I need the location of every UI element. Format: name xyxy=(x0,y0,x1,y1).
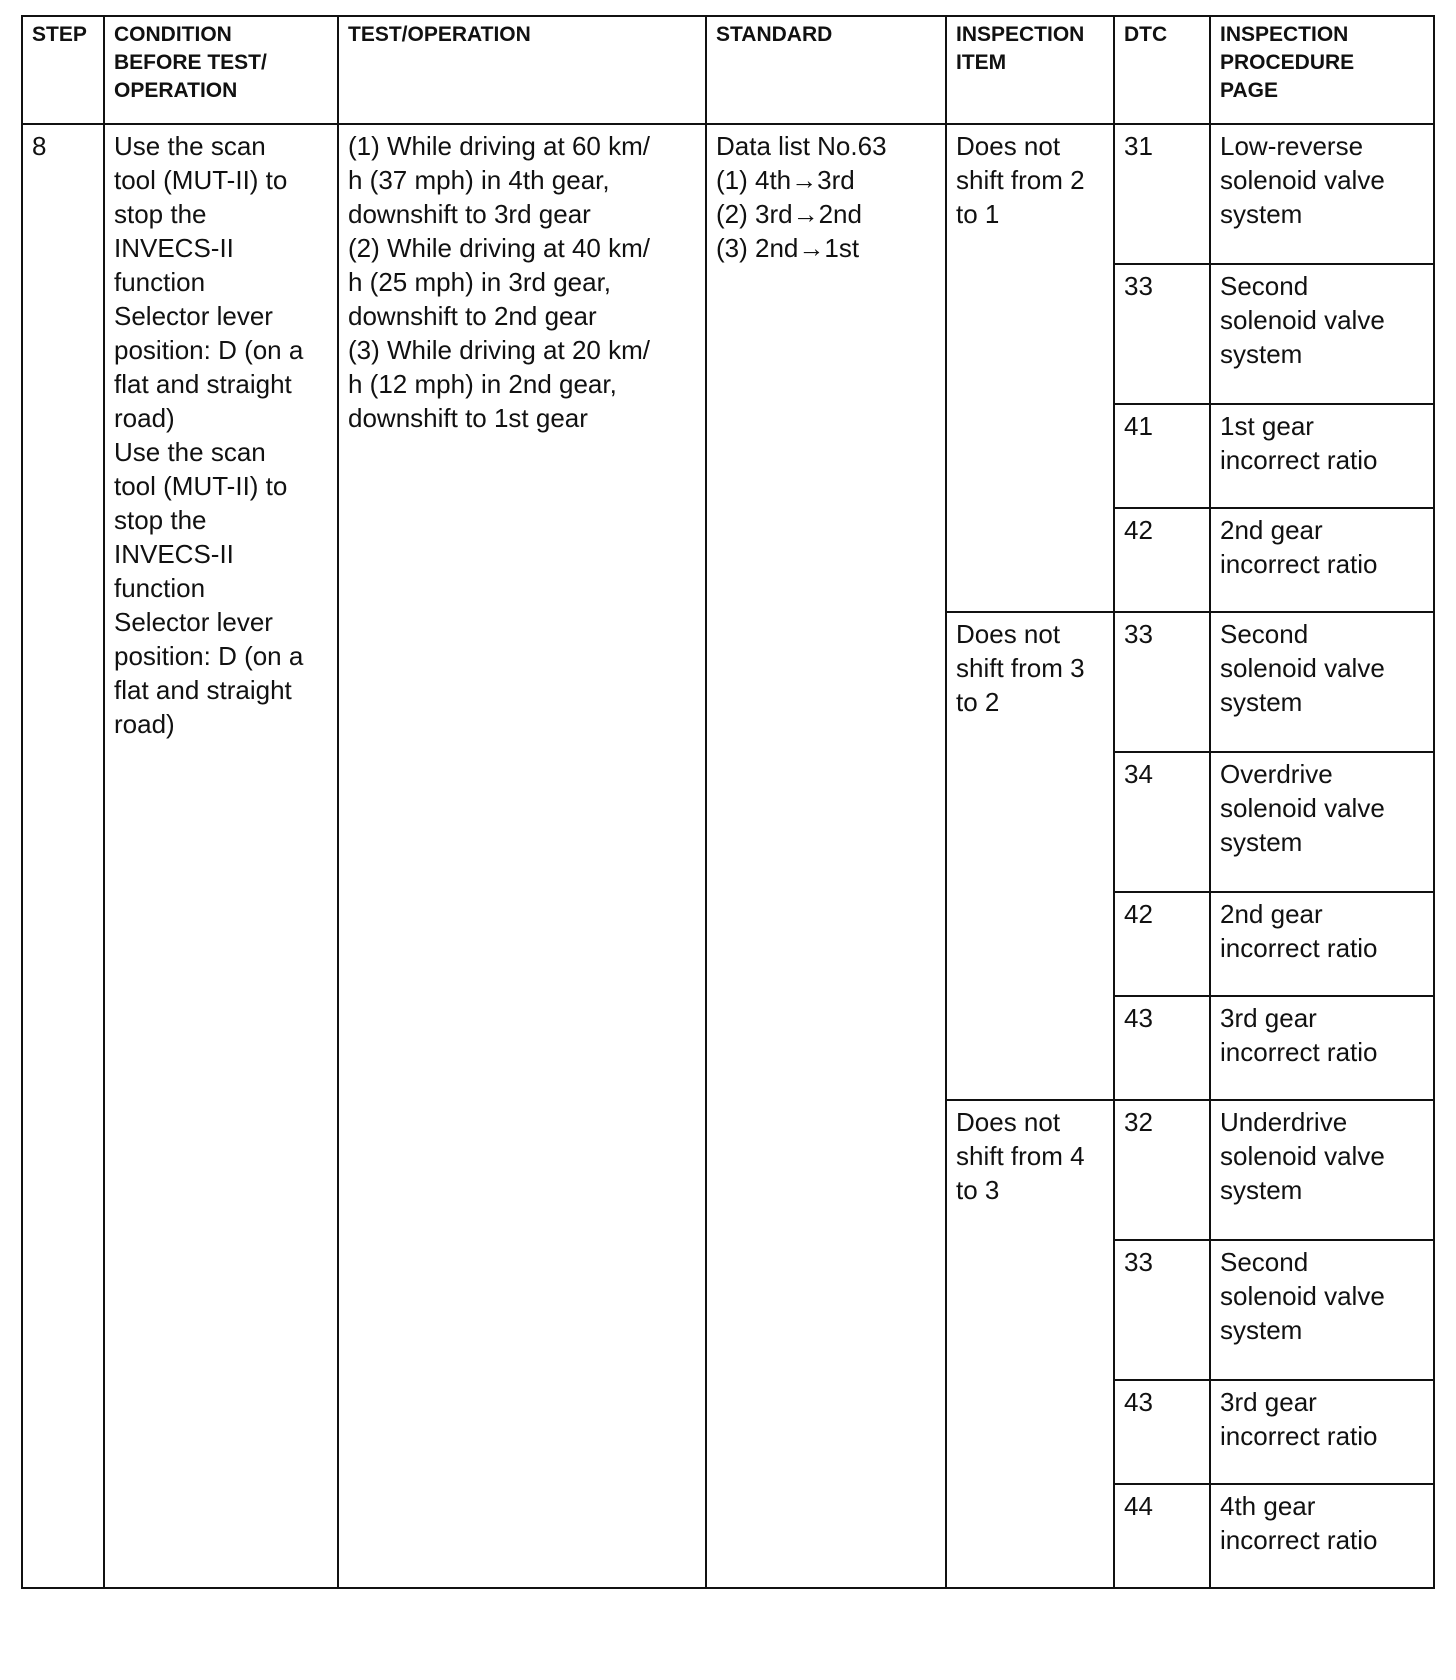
procedure-cell: Second solenoid valve system xyxy=(1210,264,1434,404)
test-operation-cell: (1) While driving at 60 km/ h (37 mph) in 4th gear, downshift to 3rd gear (2) While driving at 40 km/ h (25 mph) in 3rd gear, downshift to 2nd gear (3) While driving at 20 km/ h (12 mph) in 2nd gear, downshift to 1st gear xyxy=(338,124,706,1588)
header-inspection-item: INSPECTION ITEM xyxy=(946,16,1114,124)
standard-cell: Data list No.63 (1) 4th→3rd (2) 3rd→2nd (3) 2nd→1st xyxy=(706,124,946,1588)
procedure-cell: 3rd gear incorrect ratio xyxy=(1210,1380,1434,1484)
procedure-cell: Low-reverse solenoid valve system xyxy=(1210,124,1434,264)
dtc-cell: 44 xyxy=(1114,1484,1210,1588)
dtc-cell: 43 xyxy=(1114,996,1210,1100)
header-dtc: DTC xyxy=(1114,16,1210,124)
dtc-cell: 33 xyxy=(1114,264,1210,404)
procedure-cell: 4th gear incorrect ratio xyxy=(1210,1484,1434,1588)
procedure-cell: 1st gear incorrect ratio xyxy=(1210,404,1434,508)
header-test-operation: TEST/OPERATION xyxy=(338,16,706,124)
dtc-cell: 42 xyxy=(1114,508,1210,612)
dtc-cell: 32 xyxy=(1114,1100,1210,1240)
procedure-cell: Second solenoid valve system xyxy=(1210,612,1434,752)
procedure-cell: Underdrive solenoid valve system xyxy=(1210,1100,1434,1240)
procedure-cell: 3rd gear incorrect ratio xyxy=(1210,996,1434,1100)
dtc-cell: 31 xyxy=(1114,124,1210,264)
dtc-cell: 42 xyxy=(1114,892,1210,996)
inspection-item-cell: Does not shift from 2 to 1 xyxy=(946,124,1114,612)
dtc-cell: 43 xyxy=(1114,1380,1210,1484)
header-standard: STANDARD xyxy=(706,16,946,124)
header-procedure-page: INSPECTION PROCEDURE PAGE xyxy=(1210,16,1434,124)
procedure-cell: Overdrive solenoid valve system xyxy=(1210,752,1434,892)
inspection-item-cell: Does not shift from 4 to 3 xyxy=(946,1100,1114,1588)
dtc-cell: 33 xyxy=(1114,1240,1210,1380)
procedure-cell: Second solenoid valve system xyxy=(1210,1240,1434,1380)
header-step: STEP xyxy=(22,16,104,124)
condition-cell: Use the scan tool (MUT-II) to stop the INVECS-II function Selector lever position: D (on a flat and straight road) Use the scan tool (MUT-II) to stop the INVECS-II function Selector lever position: D (on a flat and straight road) xyxy=(104,124,338,1588)
header-row xyxy=(22,16,1434,124)
table-row xyxy=(22,124,1434,264)
inspection-table xyxy=(21,15,1435,1589)
header-condition: CONDITION BEFORE TEST/ OPERATION xyxy=(104,16,338,124)
dtc-cell: 34 xyxy=(1114,752,1210,892)
procedure-cell: 2nd gear incorrect ratio xyxy=(1210,508,1434,612)
procedure-cell: 2nd gear incorrect ratio xyxy=(1210,892,1434,996)
step-cell: 8 xyxy=(22,124,104,1588)
inspection-item-cell: Does not shift from 3 to 2 xyxy=(946,612,1114,1100)
dtc-cell: 33 xyxy=(1114,612,1210,752)
dtc-cell: 41 xyxy=(1114,404,1210,508)
